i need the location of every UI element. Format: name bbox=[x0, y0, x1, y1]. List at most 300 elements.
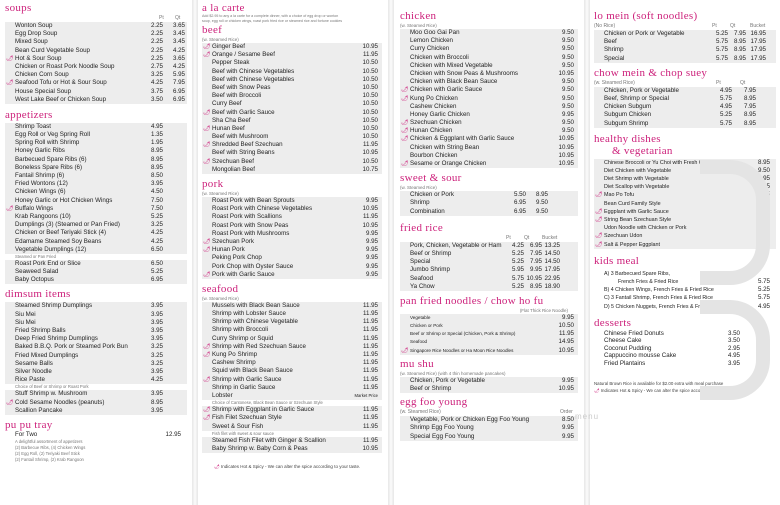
menu-item[interactable] bbox=[202, 384, 382, 392]
item-price: 10.95 bbox=[362, 43, 378, 50]
item-name: Sesame or Orange Chicken bbox=[410, 160, 487, 167]
item-list bbox=[400, 242, 578, 291]
item-price: 7.95 bbox=[733, 30, 746, 37]
item-name: Chicken Corn Soup bbox=[15, 71, 69, 79]
menu-item[interactable] bbox=[594, 46, 776, 54]
item-list bbox=[202, 197, 382, 279]
menu-item[interactable] bbox=[202, 310, 382, 318]
item-name: Cappuccino mousse Cake bbox=[604, 352, 677, 360]
menu-item[interactable] bbox=[400, 144, 578, 152]
menu-item[interactable] bbox=[400, 433, 578, 441]
item-name: Egg Roll or Veg Spring Roll bbox=[15, 131, 90, 139]
item-price: 9.50 bbox=[561, 61, 574, 69]
item-name: Vegetable bbox=[410, 314, 431, 320]
item-name: Buffalo Wings bbox=[15, 204, 54, 212]
item-name: Shrimp in Garlic Sauce bbox=[212, 383, 276, 391]
menu-item[interactable] bbox=[5, 38, 187, 46]
item-list bbox=[400, 314, 578, 355]
section-title: sweet & sour bbox=[400, 172, 462, 185]
menu-item[interactable] bbox=[202, 302, 382, 310]
item-price: 14.50 bbox=[544, 249, 560, 257]
menu-item[interactable] bbox=[400, 86, 578, 94]
item-price: 3.65 bbox=[172, 54, 185, 62]
menu-item[interactable] bbox=[400, 199, 578, 207]
menu-item[interactable] bbox=[202, 125, 382, 133]
item-price: 10.95 bbox=[558, 143, 574, 151]
menu-item[interactable] bbox=[202, 238, 382, 246]
menu-item[interactable] bbox=[400, 191, 578, 199]
hot-spicy-pepper-icon: 🌶 bbox=[401, 128, 409, 135]
item-price: 11.95 bbox=[362, 213, 378, 221]
menu-item[interactable] bbox=[400, 29, 578, 37]
item-price: 17.95 bbox=[750, 46, 766, 54]
item-name: Hunan Beef bbox=[212, 124, 245, 132]
menu-item[interactable] bbox=[5, 180, 187, 188]
menu-item[interactable] bbox=[5, 55, 187, 63]
item-price: 3.95 bbox=[150, 318, 163, 326]
item-name: Beef or Shrimp or Special (Chicken, Pork & Shrimp) bbox=[410, 331, 516, 337]
item-name: Roast Pork with Chinese Vegetables bbox=[212, 205, 313, 213]
menu-item[interactable] bbox=[400, 119, 578, 127]
item-price: 5.95 bbox=[511, 266, 524, 274]
section-title: & vegetarian bbox=[612, 144, 673, 157]
menu-item[interactable] bbox=[5, 188, 187, 196]
menu-item[interactable] bbox=[400, 314, 578, 322]
menu-item[interactable] bbox=[594, 87, 776, 95]
item-price: 17.95 bbox=[750, 38, 766, 46]
menu-item[interactable] bbox=[400, 377, 578, 385]
item-name: Kung Po Chicken bbox=[410, 94, 458, 102]
menu-item[interactable] bbox=[400, 111, 578, 119]
item-price: 8.95 bbox=[743, 111, 756, 119]
menu-item[interactable] bbox=[5, 63, 187, 71]
item-name: Chicken, Pork or Vegetable bbox=[410, 376, 485, 384]
item-name: Beef, Shrimp or Special bbox=[604, 94, 669, 102]
item-price: 9.50 bbox=[535, 199, 548, 207]
menu-item[interactable] bbox=[5, 172, 187, 180]
item-price: 12.95 bbox=[165, 430, 181, 438]
menu-item[interactable] bbox=[594, 95, 776, 103]
menu-item[interactable] bbox=[202, 141, 382, 149]
item-note: (2) Barbecue Ribs, (4) Chicken Wings bbox=[15, 445, 86, 451]
item-price: 18.90 bbox=[544, 282, 560, 290]
item-price: 10.50 bbox=[362, 75, 378, 83]
hot-spicy-pepper-icon: 🌶 bbox=[203, 142, 211, 149]
menu-item[interactable] bbox=[202, 254, 382, 262]
menu-item[interactable] bbox=[5, 246, 187, 254]
item-price: 4.95 bbox=[757, 302, 770, 310]
menu-item[interactable] bbox=[202, 376, 382, 384]
item-name: Chicken or Pork bbox=[410, 191, 455, 199]
item-price: 7.95 bbox=[529, 258, 542, 266]
hot-spicy-pepper-icon: 🌶 bbox=[6, 399, 14, 406]
item-name: Jumbo Shrimp bbox=[410, 266, 450, 274]
menu-item[interactable] bbox=[202, 445, 382, 453]
menu-item[interactable] bbox=[400, 385, 578, 393]
item-price: 9.95 bbox=[757, 224, 770, 232]
item-price: 10.95 bbox=[558, 151, 574, 159]
menu-item[interactable] bbox=[202, 76, 382, 84]
menu-item[interactable] bbox=[202, 246, 382, 254]
menu-item[interactable] bbox=[202, 359, 382, 367]
menu-item[interactable] bbox=[5, 311, 187, 319]
item-price: 9.95 bbox=[529, 266, 542, 274]
item-list bbox=[594, 87, 776, 128]
hot-spicy-pepper-icon: 🌶 bbox=[203, 415, 211, 422]
menu-item[interactable] bbox=[594, 30, 776, 38]
menu-item[interactable] bbox=[5, 407, 187, 415]
menu-item[interactable] bbox=[202, 133, 382, 141]
menu-item[interactable] bbox=[202, 84, 382, 92]
brown-rice-note: Natural Brown Rice is available for $2.00 extra with meal purchase bbox=[594, 380, 724, 386]
item-price: 10.50 bbox=[362, 116, 378, 124]
menu-item[interactable] bbox=[594, 103, 776, 111]
item-price: 10.50 bbox=[558, 322, 574, 330]
hot-spicy-pepper-icon: 🌶 bbox=[203, 271, 211, 278]
menu-item[interactable] bbox=[202, 392, 382, 400]
item-price: 8.95 bbox=[535, 191, 548, 199]
item-name: Shrimp Toast bbox=[15, 122, 51, 130]
menu-item[interactable] bbox=[400, 62, 578, 70]
item-price: 8.95 bbox=[733, 38, 746, 46]
menu-item[interactable] bbox=[5, 164, 187, 172]
menu-item[interactable] bbox=[400, 37, 578, 45]
menu-item[interactable] bbox=[5, 431, 187, 439]
menu-item[interactable] bbox=[5, 156, 187, 164]
item-list bbox=[400, 191, 578, 216]
menu-item[interactable] bbox=[5, 96, 187, 104]
menu-item[interactable] bbox=[5, 327, 187, 335]
menu-item[interactable] bbox=[400, 330, 578, 338]
item-list bbox=[400, 29, 578, 168]
menu-item[interactable] bbox=[400, 416, 578, 424]
item-price: 9.50 bbox=[561, 94, 574, 102]
menu-item[interactable] bbox=[400, 152, 578, 160]
item-name: Shredded Beef Szechuan bbox=[212, 141, 283, 149]
item-name: Shrimp with Lobster Sauce bbox=[212, 310, 286, 318]
item-name: Fried Mixed Dumplings bbox=[15, 351, 79, 359]
item-price: 4.25 bbox=[150, 229, 163, 237]
menu-item[interactable] bbox=[202, 318, 382, 326]
price-header bbox=[594, 22, 776, 30]
menu-item[interactable] bbox=[5, 71, 187, 79]
menu-item[interactable] bbox=[400, 127, 578, 135]
menu-item[interactable] bbox=[5, 368, 187, 376]
item-name: Singapore Rice Noodles or Ha Moon Rice Noodles bbox=[410, 347, 514, 353]
menu-item[interactable] bbox=[5, 197, 187, 205]
item-price: 10.95 bbox=[558, 346, 574, 354]
menu-item[interactable] bbox=[594, 120, 776, 128]
menu-item[interactable] bbox=[400, 424, 578, 432]
hot-spicy-pepper-icon: 🌶 bbox=[401, 120, 409, 127]
item-name: Beef with String Beans bbox=[212, 149, 275, 157]
menu-item[interactable] bbox=[202, 406, 382, 414]
menu-item[interactable] bbox=[202, 51, 382, 59]
item-name: Pork with Garlic Sauce bbox=[212, 270, 275, 278]
item-name: Orange / Sesame Beef bbox=[212, 51, 275, 59]
menu-item[interactable] bbox=[202, 213, 382, 221]
menu-item[interactable] bbox=[5, 213, 187, 221]
item-name: Curry Chicken bbox=[410, 45, 450, 53]
menu-item[interactable] bbox=[5, 376, 187, 384]
menu-item[interactable] bbox=[202, 117, 382, 125]
menu-item[interactable] bbox=[202, 437, 382, 445]
menu-item[interactable] bbox=[202, 92, 382, 100]
item-name: Sha Cha Beef bbox=[212, 116, 251, 124]
menu-item[interactable] bbox=[202, 423, 382, 431]
item-name: Diet Shrimp with Vegetable bbox=[604, 176, 669, 183]
hot-spicy-pepper-icon: 🌶 bbox=[6, 55, 14, 62]
item-list bbox=[5, 260, 187, 285]
menu-item[interactable] bbox=[594, 294, 776, 302]
menu-item[interactable] bbox=[5, 147, 187, 155]
item-price: 5.25 bbox=[757, 286, 770, 294]
menu-item[interactable] bbox=[202, 230, 382, 238]
item-name: Chicken with Black Bean Sauce bbox=[410, 78, 498, 86]
item-price: 4.25 bbox=[172, 62, 185, 70]
item-price: 5.75 bbox=[715, 46, 728, 54]
hot-spicy-pepper-icon: 🌶 bbox=[6, 80, 14, 87]
menu-item[interactable] bbox=[5, 30, 187, 38]
menu-item[interactable] bbox=[202, 263, 382, 271]
menu-item[interactable] bbox=[5, 79, 187, 87]
section-note: Add $2.95 to any a la carte for a complete dinner, with a choice of egg drop or wonton bbox=[202, 14, 339, 18]
item-name: Chicken with Snow Peas & Mushrooms bbox=[410, 69, 518, 77]
menu-item[interactable] bbox=[202, 343, 382, 351]
menu-item[interactable] bbox=[202, 271, 382, 279]
item-price: 11.95 bbox=[362, 342, 378, 350]
item-price: 7.95 bbox=[743, 103, 756, 111]
item-price: 6.50 bbox=[150, 259, 163, 267]
item-price: 2.25 bbox=[150, 30, 163, 38]
section-title: pu pu tray bbox=[5, 418, 53, 431]
item-name: Egg Drop Soup bbox=[15, 30, 58, 38]
item-name: For Two bbox=[15, 430, 38, 438]
item-price: 11.95 bbox=[362, 406, 378, 414]
menu-item[interactable] bbox=[400, 54, 578, 62]
menu-item[interactable] bbox=[400, 242, 578, 250]
menu-item[interactable] bbox=[5, 22, 187, 30]
item-price: 14.95 bbox=[558, 338, 574, 346]
menu-item[interactable] bbox=[400, 258, 578, 266]
menu-item[interactable] bbox=[400, 45, 578, 53]
item-price: 11.95 bbox=[558, 330, 574, 338]
item-price: 4.50 bbox=[150, 188, 163, 196]
item-price: 3.95 bbox=[150, 310, 163, 318]
item-price: 5.75 bbox=[757, 277, 770, 285]
item-price: 5.95 bbox=[172, 71, 185, 79]
section-title: mu shu bbox=[400, 357, 434, 370]
menu-item[interactable] bbox=[400, 135, 578, 143]
menu-item[interactable] bbox=[5, 276, 187, 284]
item-name: Hunan Pork bbox=[212, 246, 245, 254]
item-price: 9.95 bbox=[757, 232, 770, 240]
menu-item[interactable] bbox=[5, 205, 187, 213]
menu-item[interactable] bbox=[400, 95, 578, 103]
section-title: chow mein & chop suey bbox=[594, 66, 708, 79]
item-price: 5.75 bbox=[715, 38, 728, 46]
menu-item[interactable] bbox=[400, 208, 578, 216]
price-header-label: Qt bbox=[175, 15, 181, 21]
menu-item[interactable] bbox=[5, 88, 187, 96]
section-title: beef bbox=[202, 24, 223, 36]
menu-item[interactable] bbox=[400, 347, 578, 355]
menu-item[interactable] bbox=[594, 55, 776, 63]
menu-item[interactable] bbox=[400, 103, 578, 111]
item-price: 2.25 bbox=[150, 38, 163, 46]
item-price: 6.95 bbox=[513, 207, 526, 215]
menu-item[interactable] bbox=[202, 351, 382, 359]
item-price: 5.25 bbox=[511, 249, 524, 257]
item-price: 3.25 bbox=[150, 359, 163, 367]
menu-item[interactable] bbox=[202, 68, 382, 76]
item-name: Chicken Wings (6) bbox=[15, 188, 66, 196]
menu-item[interactable] bbox=[5, 352, 187, 360]
menu-item[interactable] bbox=[400, 70, 578, 78]
menu-item[interactable] bbox=[202, 109, 382, 117]
item-price: 5.25 bbox=[511, 258, 524, 266]
menu-item[interactable] bbox=[5, 343, 187, 351]
menu-item[interactable] bbox=[202, 197, 382, 205]
item-name: Salt & Pepper Eggplant bbox=[604, 241, 661, 248]
item-price: 8.95 bbox=[757, 199, 770, 207]
item-price: 10.75 bbox=[362, 165, 378, 173]
menu-item[interactable] bbox=[202, 222, 382, 230]
item-price: 5.25 bbox=[719, 111, 732, 119]
menu-item[interactable] bbox=[5, 131, 187, 139]
menu-item[interactable] bbox=[202, 335, 382, 343]
menu-item[interactable] bbox=[5, 221, 187, 229]
menu-item[interactable] bbox=[5, 399, 187, 407]
item-price: 10.95 bbox=[558, 160, 574, 167]
item-name: Seafood Tofu or Hot & Sour Soup bbox=[15, 79, 107, 87]
menu-item[interactable] bbox=[400, 78, 578, 86]
item-price: 6.50 bbox=[150, 245, 163, 253]
item-price: 9.95 bbox=[365, 270, 378, 278]
menu-item[interactable] bbox=[202, 59, 382, 67]
menu-item[interactable] bbox=[400, 250, 578, 258]
hot-spicy-pepper-icon: 🌶 bbox=[594, 387, 601, 393]
item-price: 9.95 bbox=[561, 313, 574, 321]
item-name: Shrimp with Broccoli bbox=[212, 326, 269, 334]
section-title: appetizers bbox=[5, 108, 53, 121]
menu-item[interactable] bbox=[5, 238, 187, 246]
item-name: Szechuan Beef bbox=[212, 157, 254, 165]
item-note: (2) Egg Roll, (2) Teriyaki Beef Stick bbox=[15, 451, 80, 457]
menu-item[interactable] bbox=[400, 338, 578, 346]
menu-item[interactable] bbox=[594, 286, 776, 294]
item-name: Spring Roll with Shrimp bbox=[15, 139, 80, 147]
item-name: Deep Fried Shrimp Dumplings bbox=[15, 335, 98, 343]
menu-item[interactable] bbox=[5, 123, 187, 131]
item-price: 9.50 bbox=[561, 119, 574, 127]
menu-item[interactable] bbox=[400, 266, 578, 274]
menu-item[interactable] bbox=[202, 367, 382, 375]
item-name: String Bean Szechuan Style bbox=[604, 217, 672, 223]
item-name: Silver Noodle bbox=[15, 367, 52, 375]
item-name: Diet Scallop with Vegetable bbox=[604, 184, 670, 191]
menu-item[interactable] bbox=[5, 302, 187, 310]
menu-item[interactable] bbox=[5, 319, 187, 327]
menu-item[interactable] bbox=[5, 229, 187, 237]
item-price: 9.50 bbox=[757, 166, 770, 174]
menu-item[interactable] bbox=[5, 260, 187, 268]
menu-item[interactable] bbox=[400, 322, 578, 330]
item-price: 11.95 bbox=[362, 367, 378, 375]
item-name: Chinese Broccoli or Yu Choi with Fresh Garlic bbox=[604, 159, 713, 166]
item-name: Cashew Chicken bbox=[410, 102, 457, 110]
price-header-label: Pt bbox=[716, 79, 721, 86]
menu-item[interactable] bbox=[202, 158, 382, 166]
footnote-text: Indicates Hot & Spicy - We can alter the spice according to your taste. bbox=[220, 464, 361, 470]
item-name: Beef with Broccoli bbox=[212, 92, 262, 100]
item-price: 6.95 bbox=[172, 87, 185, 95]
item-name: Roast Pork End or Slice bbox=[15, 259, 81, 267]
menu-item[interactable] bbox=[400, 160, 578, 168]
item-name: Ginger Beef bbox=[212, 43, 246, 50]
menu-item[interactable] bbox=[202, 166, 382, 174]
menu-item[interactable] bbox=[5, 390, 187, 398]
item-price: 2.25 bbox=[150, 54, 163, 62]
item-name: Bourbon Chicken bbox=[410, 151, 458, 159]
item-name: Chicken or Pork bbox=[410, 323, 443, 329]
item-name: Cheese Cake bbox=[604, 337, 642, 345]
menu-item[interactable] bbox=[594, 111, 776, 119]
item-price: 3.75 bbox=[150, 87, 163, 95]
hot-spicy-pepper-icon: 🌶 bbox=[401, 347, 409, 354]
item-price: 9.95 bbox=[757, 240, 770, 248]
hot-spicy-pepper-icon: 🌶 bbox=[595, 233, 603, 240]
menu-item[interactable] bbox=[5, 335, 187, 343]
item-price: 8.95 bbox=[150, 163, 163, 171]
menu-item[interactable] bbox=[202, 205, 382, 213]
menu-item[interactable] bbox=[594, 38, 776, 46]
item-price: 9.95 bbox=[365, 254, 378, 262]
menu-item[interactable] bbox=[5, 47, 187, 55]
menu-item[interactable] bbox=[5, 360, 187, 368]
item-name: Roast Pork with Scallions bbox=[212, 213, 282, 221]
column-2 bbox=[202, 0, 382, 505]
item-name: Vegetable Dumplings (12) bbox=[15, 245, 87, 253]
item-name: Lobster bbox=[212, 391, 233, 399]
menu-item[interactable] bbox=[5, 268, 187, 276]
item-name: Chicken with Mixed Vegetable bbox=[410, 61, 493, 69]
menu-item[interactable] bbox=[400, 283, 578, 291]
item-note: A delightful assortment of appetizers bbox=[15, 439, 83, 445]
item-name: Bean Curd Vegetable Soup bbox=[15, 46, 90, 54]
menu-item[interactable] bbox=[400, 275, 578, 283]
menu-item[interactable] bbox=[202, 100, 382, 108]
item-name: Scallion Pancake bbox=[15, 406, 63, 414]
hot-spicy-pepper-icon: 🌶 bbox=[595, 241, 603, 248]
item-price: 5.75 bbox=[719, 94, 732, 102]
price-header bbox=[400, 234, 578, 242]
item-name: B) 4 Chicken Wings, French Fries & Fried Rice bbox=[604, 287, 714, 294]
menu-item[interactable] bbox=[202, 43, 382, 51]
item-price: 3.50 bbox=[727, 329, 740, 337]
section-note: (w. Steamed Rice) bbox=[202, 295, 239, 301]
item-name: Special bbox=[410, 258, 431, 266]
menu-item[interactable] bbox=[5, 139, 187, 147]
item-price: 7.95 bbox=[743, 86, 756, 94]
hot-spicy-pepper-icon: 🌶 bbox=[595, 192, 603, 199]
menu-item[interactable] bbox=[202, 414, 382, 422]
price-header-label: Bucket bbox=[750, 23, 766, 29]
item-price: 9.50 bbox=[561, 102, 574, 110]
item-price: 9.50 bbox=[535, 207, 548, 215]
menu-item[interactable] bbox=[202, 149, 382, 157]
menu-item[interactable] bbox=[202, 326, 382, 334]
